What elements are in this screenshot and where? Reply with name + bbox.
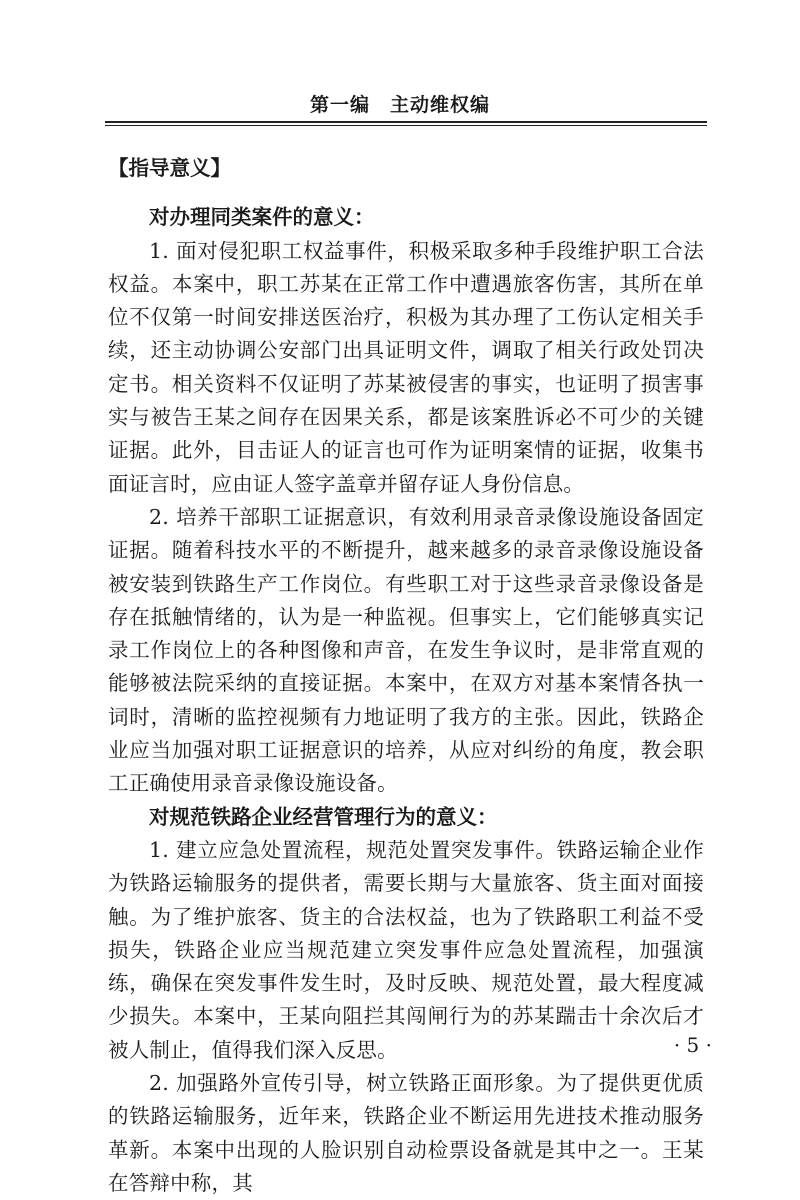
page-number: · 5 · — [673, 1033, 712, 1057]
section-title: 【指导意义】 — [108, 156, 231, 180]
header-rule-thin — [105, 125, 707, 126]
subheading-management-significance: 对规范铁路企业经营管理行为的意义： — [149, 804, 498, 829]
header-rule-thick — [105, 121, 707, 123]
paragraph-case-2: 2. 培养干部职工证据意识，有效利用录音录像设施设备固定证据。随着科技水平的不断提升，越来越多的录音录像设施设备被安装到铁路生产工作岗位。有些职工对于这些录音录像设备是存在抵触情绪的，认为是一种监视。但事实上，它们能够真实记录工作岗位上的各种图像和声音，在发生争议时，是非常直观的能够被法院采纳的直接证据。本案中，在双方对基本案情各执一词时，清晰的监控视频有力地证明了我方的主张。因此，铁路企业应当加强对职工证据意识的培养，从应对纠纷的角度，教会职工正确使用录音录像设施设备。 — [108, 504, 704, 796]
running-head-part: 第一编 — [309, 94, 370, 116]
subheading-case-significance: 对办理同类案件的意义： — [149, 205, 375, 230]
paragraph-management-1: 1. 建立应急处置流程，规范处置突发事件。铁路运输企业作为铁路运输服务的提供者，需要长期与大量旅客、货主面对面接触。为了维护旅客、货主的合法权益，也为了铁路职工利益不受损失，铁路企业应当规范建立突发事件应急处置流程，加强演练，确保在突发事件发生时，及时反映、规范处置，最大程度减少损失。本案中，王某向阻拦其闯闸行为的苏某踹击十余次后才被人制止，值得我们深入反思。 — [108, 837, 704, 1062]
running-head — [0, 90, 800, 117]
running-head-title: 主动维权编 — [390, 94, 491, 116]
page-body — [108, 152, 704, 1200]
paragraph-management-2: 2. 加强路外宣传引导，树立铁路正面形象。为了提供更优质的铁路运输服务，近年来，铁路企业不断运用先进技术推动服务革新。本案中出现的人脸识别自动检票设备就是其中之一。王某在答辩中称，其 — [108, 1071, 704, 1195]
paragraph-case-1: 1. 面对侵犯职工权益事件，积极采取多种手段维护职工合法权益。本案中，职工苏某在正常工作中遭遇旅客伤害，其所在单位不仅第一时间安排送医治疗，积极为其办理了工伤认定相关手续，还主动协调公安部门出具证明文件，调取了相关行政处罚决定书。相关资料不仅证明了苏某被侵害的事实，也证明了损害事实与被告王某之间存在因果关系，都是该案胜诉必不可少的关键证据。此外，目击证人的证言也可作为证明案情的证据，收集书面证言时，应由证人签字盖章并留存证人身份信息。 — [108, 238, 704, 496]
